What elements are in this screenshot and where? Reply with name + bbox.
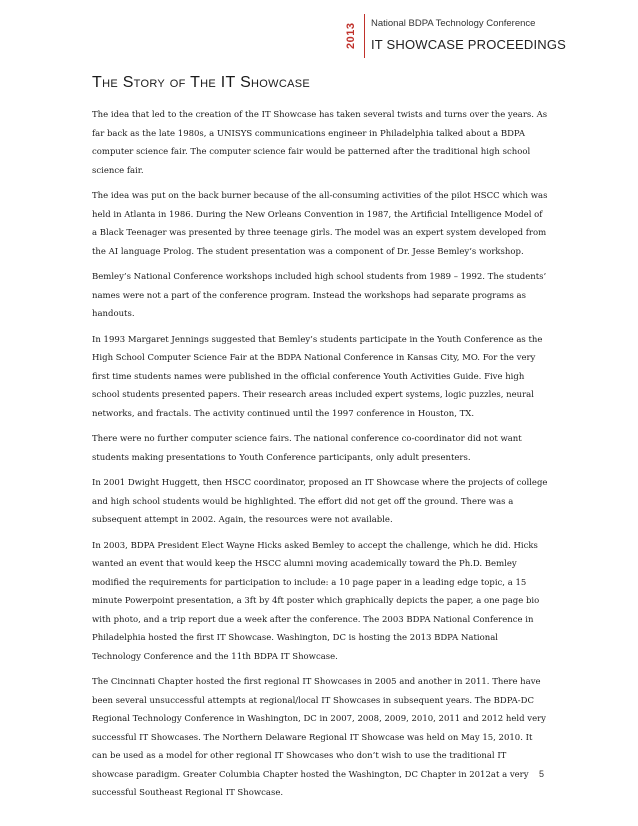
- paragraph: Bemley’s National Conference workshops included high school students from 1989 – 1992. The students’ names were not a part of the conference program. Instead the workshops had separate programs as handouts.: [92, 272, 547, 319]
- paragraph: In 2001 Dwight Huggett, then HSCC coordinator, proposed an IT Showcase where the projects of college and high school students would be highlighted. The effort did not get off the ground. There was a subsequent attempt in 2002. Again, the resources were not available.: [92, 478, 548, 525]
- paragraph: The idea that led to the creation of the IT Showcase has taken several twists and turns over the years. As far back as the late 1980s, a UNISYS communications engineer in Philadelphia talked about a BDPA computer science fair. The computer science fair would be patterned after the traditional high school science fair.: [92, 110, 548, 176]
- paragraph: In 2003, BDPA President Elect Wayne Hicks asked Bemley to accept the challenge, which he did. Hicks wanted an event that would keep the HSCC alumni moving academically toward the Ph.D. Bemley modified the requirements for participation to include: a 10 page paper in a leading edge topic, a 15 minute Powerpoint presentation, a 3ft by 4ft poster which graphically depicts the paper, a one page bio with photo, and a trip report due a week after the conference. The 2003 BDPA National Conference in Philadelphia hosted the first IT Showcase. Washington, DC is hosting the 2013 BDPA National Technology Conference and the 11th BDPA IT Showcase.: [92, 540, 540, 662]
- article-title: The Story of The IT Showcase: [92, 74, 310, 91]
- paragraph: In 1993 Margaret Jennings suggested that Bemley’s students participate in the Youth Conference as the High School Computer Science Fair at the BDPA National Conference in Kansas City, MO. For the very first time students names were published in the official conference Youth Activities Guide. Five high school students presented papers. Their research areas included expert systems, logic puzzles, neural networks, and fractals. The activity continued until the 1997 conference in Houston, TX.: [92, 334, 543, 419]
- page-header: [345, 12, 615, 60]
- header-divider: [364, 14, 365, 58]
- conference-name: National BDPA Technology Conference: [371, 18, 536, 29]
- proceedings-label: IT SHOWCASE PROCEEDINGS: [371, 37, 567, 52]
- paragraph: There were no further computer science fairs. The national conference co-coordinator did not want students making presentations to Youth Conference participants, only adult presenters.: [92, 434, 522, 463]
- page-number: 5: [538, 769, 544, 779]
- paragraph: The idea was put on the back burner because of the all-consuming activities of the pilot HSCC which was held in Atlanta in 1986. During the New Orleans Convention in 1987, the Artificial Intelligence Model of a Black Teenager was presented by three teenage girls. The model was an expert system developed from the AI language Prolog. The student presentation was a component of Dr. Jesse Bemley’s workshop.: [92, 191, 548, 257]
- header-year: 2013: [345, 22, 357, 50]
- paragraph: The Cincinnati Chapter hosted the first regional IT Showcases in 2005 and another in 2011. There have been several unsuccessful attempts at regional/local IT Showcases in subsequent years. The BDPA-DC Regional Technology Conference in Washington, DC in 2007, 2008, 2009, 2010, 2011 and 2012 held very successful IT Showcases. The Northern Delaware Regional IT Showcase was held on May 15, 2010. It can be used as a model for other regional IT Showcases who don’t wish to use the traditional IT showcase paradigm. Greater Columbia Chapter hosted the Washington, DC Chapter in 2012at a very successful Southeast Regional IT Showcase.: [92, 677, 546, 798]
- article-body: [92, 106, 548, 810]
